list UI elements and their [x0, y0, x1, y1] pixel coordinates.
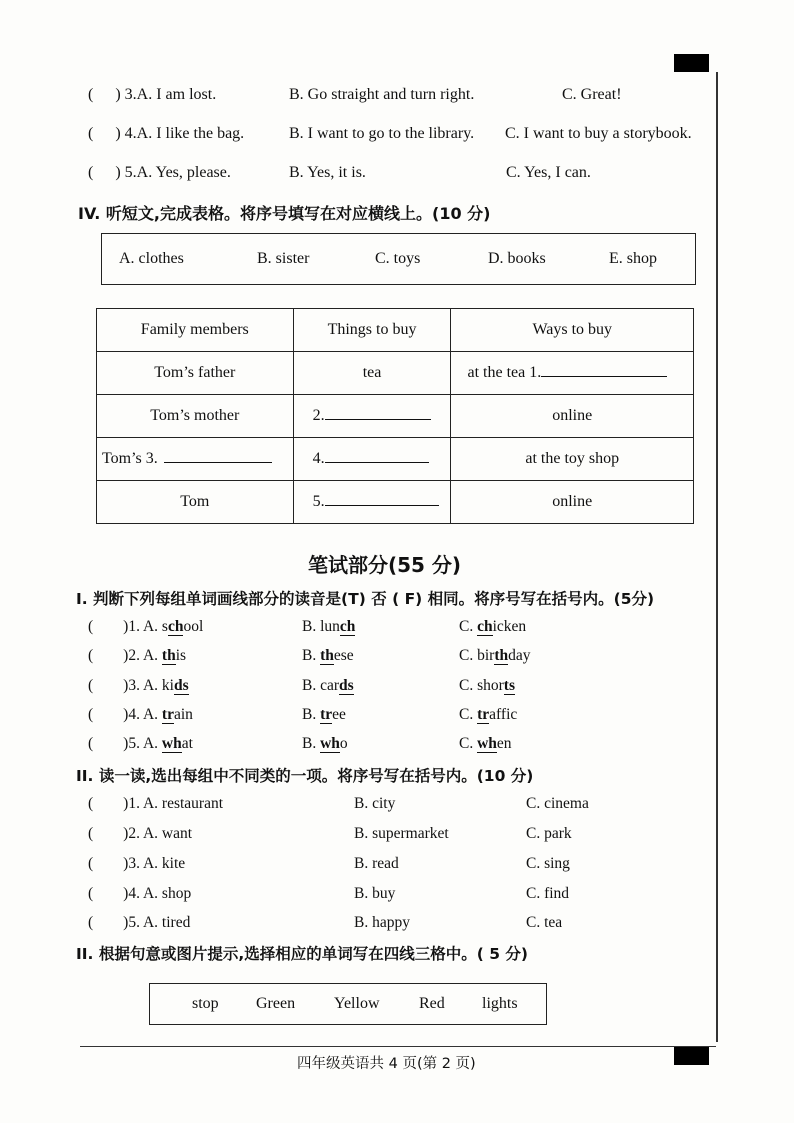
list-item: ( )2. A. this — [88, 647, 187, 664]
word-bank-item: Yellow — [334, 995, 380, 1012]
answer-blank-1[interactable] — [541, 375, 667, 377]
list-item: ( )2. A. want — [88, 825, 193, 842]
option-c: C. I want to buy a storybook. — [505, 125, 692, 142]
list-item: ( )1. A. school — [88, 618, 204, 635]
footer-rule — [80, 1046, 716, 1047]
section-w3-heading: II. 根据句意或图片提示,选择相应的单词写在四线三格中。( 5 分) — [76, 945, 528, 963]
option-row: ( ) 5.A. Yes, please. — [88, 164, 231, 181]
option-b: B. supermarket — [354, 825, 449, 842]
option-c: C. chicken — [459, 618, 527, 635]
word-bank-item: stop — [192, 995, 219, 1012]
option-row: ( ) 4.A. I like the bag. — [88, 125, 245, 142]
word-bank-item: C. toys — [375, 250, 421, 267]
list-item: ( )1. A. restaurant — [88, 795, 224, 812]
cell-text: 4. — [312, 450, 325, 467]
answer-blank-5[interactable] — [325, 504, 439, 506]
option-c: C. tea — [526, 914, 563, 931]
list-item: ( )4. A. shop — [88, 885, 192, 902]
list-item: ( )5. A. what — [88, 735, 193, 752]
registration-mark-top — [674, 54, 709, 72]
cell-text: 2. — [312, 407, 325, 424]
word-bank-item: D. books — [488, 250, 546, 267]
answer-blank-2[interactable] — [325, 418, 431, 420]
table-cell — [97, 438, 294, 481]
option-b: B. these — [302, 647, 354, 664]
word-bank-item: lights — [482, 995, 518, 1012]
word-bank-item: E. shop — [609, 250, 657, 267]
table-cell: online — [451, 481, 694, 524]
option-b: B. city — [354, 795, 396, 812]
table-cell — [293, 481, 451, 524]
table-row — [97, 352, 694, 395]
option-row: ( ) 3.A. I am lost. — [88, 86, 217, 103]
table-cell: Tom — [97, 481, 294, 524]
page-footer: 四年级英语共 4 页(第 2 页) — [297, 1056, 476, 1072]
table-cell — [293, 395, 451, 438]
option-c: C. Great! — [562, 86, 622, 103]
cell-text: Tom’s 3. — [102, 450, 158, 467]
option-c: C. Yes, I can. — [506, 164, 591, 181]
section-w2-heading: II. 读一读,选出每组中不同类的一项。将序号写在括号内。(10 分) — [76, 767, 534, 785]
table-header: Ways to buy — [451, 309, 694, 352]
option-c: C. traffic — [459, 706, 518, 723]
written-part-title: 笔试部分(55 分) — [308, 553, 462, 577]
table-cell: online — [451, 395, 694, 438]
section-w1-heading: I. 判断下列每组单词画线部分的读音是(T) 否 ( F) 相同。将序号写在括号内。(5分) — [76, 590, 655, 608]
list-item: ( )5. A. tired — [88, 914, 191, 931]
option-b: B. Go straight and turn right. — [289, 86, 475, 103]
table-cell: at the toy shop — [451, 438, 694, 481]
option-b: B. cards — [302, 677, 354, 694]
option-c: C. find — [526, 885, 570, 902]
list-item: ( )3. A. kite — [88, 855, 186, 872]
list-item: ( )3. A. kids — [88, 677, 189, 694]
table-cell: Tom’s father — [97, 352, 294, 395]
option-c: C. birthday — [459, 647, 531, 664]
table-row — [97, 395, 694, 438]
option-b: B. buy — [354, 885, 396, 902]
option-b: B. Yes, it is. — [289, 164, 366, 181]
answer-blank-4[interactable] — [325, 461, 429, 463]
table-header-row — [97, 309, 694, 352]
table-cell: tea — [293, 352, 451, 395]
cell-text: 5. — [312, 493, 325, 510]
table-cell: Tom’s mother — [97, 395, 294, 438]
option-b: B. tree — [302, 706, 346, 723]
cell-text: at the tea 1. — [467, 364, 542, 381]
word-bank-item: Red — [419, 995, 445, 1012]
table-header: Family members — [97, 309, 294, 352]
table-cell — [451, 352, 694, 395]
family-shopping-table — [96, 308, 694, 524]
option-b: B. I want to go to the library. — [289, 125, 475, 142]
option-b: B. happy — [354, 914, 410, 931]
table-header: Things to buy — [293, 309, 451, 352]
option-b: B. read — [354, 855, 399, 872]
word-bank-item: Green — [256, 995, 296, 1012]
section-iv-heading: IV. 听短文,完成表格。将序号填写在对应横线上。(10 分) — [78, 204, 491, 223]
table-row — [97, 438, 694, 481]
right-margin-line — [716, 72, 718, 1042]
option-b: B. lunch — [302, 618, 356, 635]
word-bank-item: A. clothes — [119, 250, 184, 267]
registration-mark-bottom — [674, 1047, 709, 1065]
table-row — [97, 481, 694, 524]
word-bank-item: B. sister — [257, 250, 310, 267]
option-c: C. sing — [526, 855, 570, 872]
option-c: C. cinema — [526, 795, 589, 812]
list-item: ( )4. A. train — [88, 706, 193, 723]
answer-blank-3[interactable] — [164, 461, 272, 463]
table-cell — [293, 438, 451, 481]
option-b: B. who — [302, 735, 348, 752]
option-c: C. shorts — [459, 677, 515, 694]
option-c: C. when — [459, 735, 512, 752]
option-c: C. park — [526, 825, 572, 842]
